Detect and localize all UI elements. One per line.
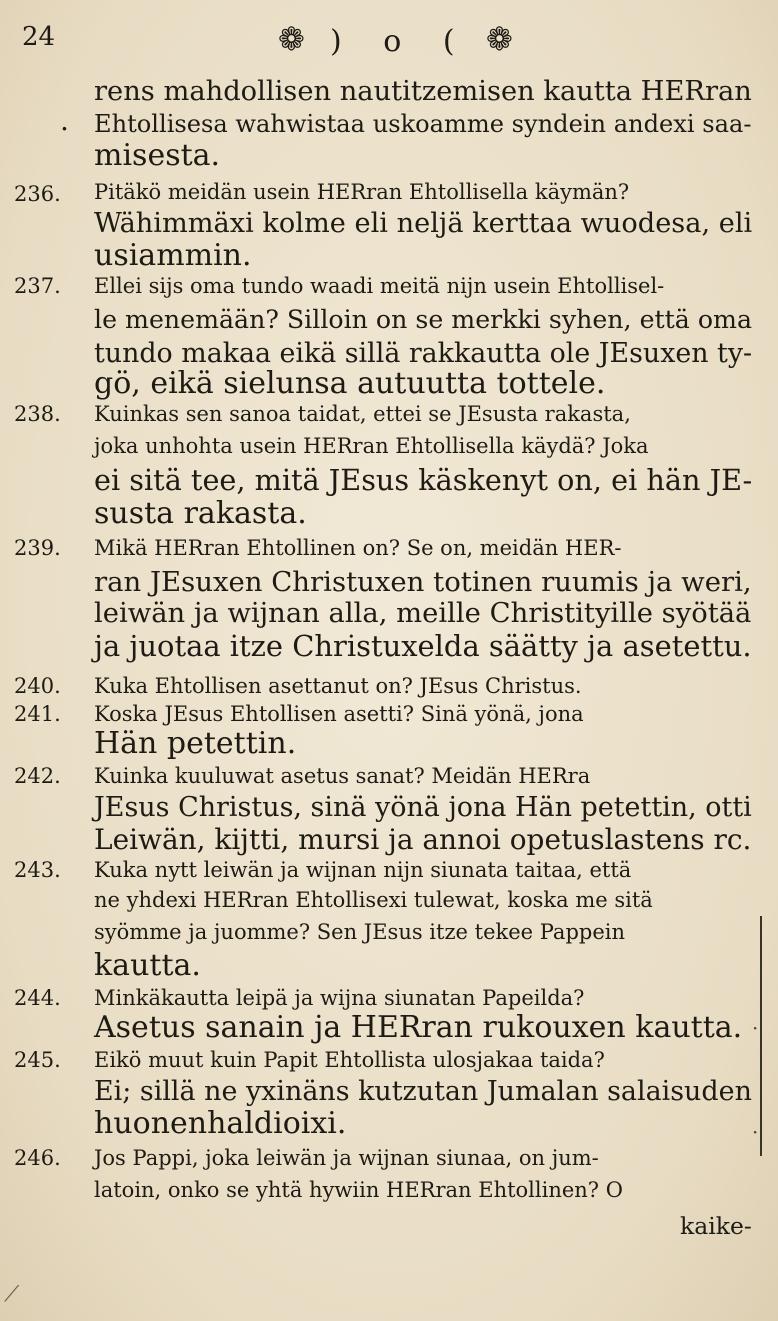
margin-mark: . (60, 104, 69, 137)
text-line: Ellei sijs oma tundo waadi meitä nijn usein Ehtollisel- (94, 274, 665, 298)
text-line: Ei; sillä ne yxinäns kutzutan Jumalan salaisuden (94, 1076, 752, 1107)
text-line: ei sitä tee, mitä JEsus käskenyt on, ei hän JE- (94, 463, 753, 497)
text-line: JEsus Christus, sinä yönä jona Hän petettin, otti (94, 792, 752, 823)
question-number: 241. (14, 702, 61, 726)
text-line: Jos Pappi, joka leiwän ja wijnan siunaa, on jum- (94, 1146, 599, 1170)
text-line: Wähimmäxi kolme eli neljä kerttaa wuodesa, eli (94, 208, 753, 239)
question-number: 236. (14, 182, 61, 206)
text-line: ne yhdexi HERran Ehtollisexi tulewat, koska me sitä (94, 888, 653, 912)
header-divider: ) o ( (330, 24, 471, 59)
page-corner-mark: ⟋ (4, 1282, 20, 1307)
tick-mark: · (752, 1016, 759, 1040)
question-number: 240. (14, 674, 61, 698)
text-line: joka unhohta usein HERran Ehtollisella käydä? Joka (94, 434, 649, 458)
flower-ornament-icon: ❁ (486, 20, 513, 58)
text-line: ran JEsuxen Christuxen totinen ruumis ja weri, (94, 566, 752, 598)
catchword: kaike- (680, 1212, 752, 1240)
text-line: Pitäkö meidän usein HERran Ehtollisella käymän? (94, 180, 630, 204)
question-number: 245. (14, 1048, 61, 1072)
text-line: Minkäkautta leipä ja wijna siunatan Papeilda? (94, 986, 585, 1010)
text-line: Kuka Ehtollisen asettanut on? JEsus Christus. (94, 674, 582, 698)
text-line: gö, eikä sielunsa autuutta tottele. (94, 366, 606, 401)
question-number: 238. (14, 402, 61, 426)
tick-mark: · (752, 1120, 759, 1144)
text-line: le menemään? Silloin on se merkki syhen, että oma (94, 305, 753, 334)
question-number: 242. (14, 764, 61, 788)
text-line: Koska JEsus Ehtollisen asetti? Sinä yönä, jona (94, 702, 584, 726)
text-line: ja juotaa itze Christuxelda säätty ja asetettu. (94, 629, 752, 663)
text-line: susta rakasta. (94, 496, 307, 531)
question-number: 243. (14, 858, 61, 882)
text-line: kautta. (94, 948, 201, 983)
text-line: latoin, onko se yhtä hywiin HERran Ehtollinen? O (94, 1178, 623, 1202)
text-line: usiammin. (94, 238, 252, 273)
page-number: 24 (22, 22, 56, 52)
flower-ornament-icon: ❁ (278, 20, 305, 58)
text-line: Ehtollisesa wahwistaa uskoamme syndein andexi saa- (94, 110, 752, 138)
text-line: syömme ja juomme? Sen JEsus itze tekee Pappein (94, 920, 626, 944)
text-line: Hän petettin. (94, 726, 297, 761)
binding-edge-mark (760, 916, 762, 1156)
text-line: tundo makaa eikä sillä rakkautta ole JEsuxen ty- (94, 338, 753, 369)
text-line: Asetus sanain ja HERran rukouxen kautta. (94, 1010, 743, 1045)
text-line: misesta. (94, 138, 221, 173)
text-line: huonenhaldioixi. (94, 1106, 347, 1141)
text-line: Kuinka kuuluwat asetus sanat? Meidän HERra (94, 764, 591, 788)
question-number: 239. (14, 536, 61, 560)
text-line: rens mahdollisen nautitzemisen kautta HERran (94, 76, 752, 107)
question-number: 237. (14, 274, 61, 298)
text-line: Kuinkas sen sanoa taidat, ettei se JEsusta rakasta, (94, 402, 631, 426)
text-line: Kuka nytt leiwän ja wijnan nijn siunata taitaa, että (94, 858, 632, 882)
question-number: 244. (14, 986, 61, 1010)
text-line: leiwän ja wijnan alla, meille Christityille syötää (94, 598, 752, 629)
text-line: Leiwän, kijtti, mursi ja annoi opetuslastens rc. (94, 823, 752, 856)
text-line: Mikä HERran Ehtollinen on? Se on, meidän HER- (94, 536, 622, 560)
text-line: Eikö muut kuin Papit Ehtollista ulosjakaa taida? (94, 1048, 605, 1072)
page-header (0, 14, 778, 64)
question-number: 246. (14, 1146, 61, 1170)
